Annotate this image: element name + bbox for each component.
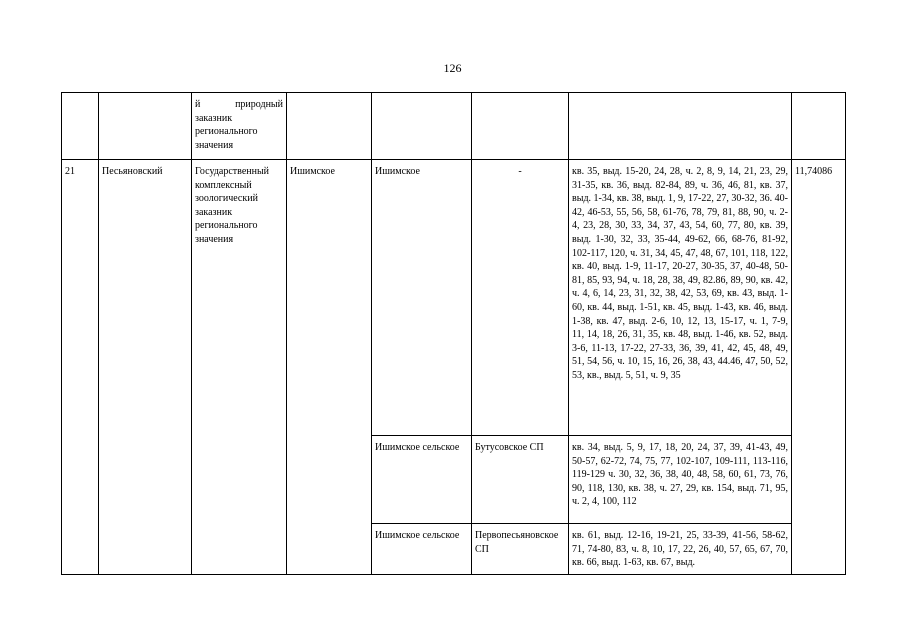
subforestry-cell: Ишимское сельское (372, 524, 472, 575)
district-cell: Песьяновский (99, 160, 192, 575)
quarters-cell: кв. 35, выд. 15-20, 24, 28, ч. 2, 8, 9, 14, 21, 23, 29, 31-35, кв. 36, выд. 82-84, 89, ч. 36, 46, 81, кв. 37, выд. 1-34, кв. 38, выд. 1, 9, 17-22, 27, 30-32, 36. 40-42, 46-53, 55, 56, 58, 61-76, 78, 79, 81, 88, 90, ч. 2-4, 23, 28, 30, 33, 34, 37, 43, 54, 60, 77, 80, кв. 39, выд. 1-30, 32, 33, 35-44, 49-62, 66, 68-76, 81-92, 102-117, 120, ч. 31, 34, 45, 47, 48, 67, 101, 118, 122, кв. 40, выд. 1-9, 11-17, 20-27, 30-35, 37, 40-48, 50-81, 85, 93, 94, ч. 18, 28, 38, 49, 82.86, 89, 90, кв. 42, ч. 4, 6, 14, 23, 31, 32, 38, 42, 53, 69, кв. 43, выд. 1-60, кв. 44, выд. 1-51, кв. 45, выд. 1-43, кв. 46, выд. 1-38, кв. 47, выд. 2-6, 10, 12, 13, 15-17, ч. 1, 7-9, 11, 14, 18, 26, 31, 35, кв. 48, выд. 1-46, кв. 52, выд. 3-6, 11-13, 17-22, 27-33, 36, 39, 41, 42, 45, 48, 49, 51, 54, 56, ч. 10, 15, 16, 26, 38, 43, 44.46, 47, 50, 52, 53, кв., выд. 5, 51, ч. 9, 35 (569, 160, 792, 436)
quarters-cell (569, 93, 792, 160)
reserve-table (61, 92, 846, 575)
table-row (62, 93, 846, 160)
table-row (62, 160, 846, 436)
forestry-cell: Ишимское (287, 160, 372, 575)
num-cell: 21 (62, 160, 99, 575)
plot-cell: Первопесьяновское СП (472, 524, 569, 575)
subforestry-cell: Ишимское (372, 160, 472, 436)
plot-cell (472, 93, 569, 160)
type-cell: Государственный комплексный зоологический заказник регионального значения (192, 160, 287, 575)
district-cell (99, 93, 192, 160)
area-cell: 11,74086 (792, 160, 846, 575)
quarters-cell: кв. 61, выд. 12-16, 19-21, 25, 33-39, 41-56, 58-62, 71, 74-80, 83, ч. 8, 10, 17, 22, 26, 40, 57, 65, 67, 70, кв. 66, выд. 1-63, кв. 67, выд. (569, 524, 792, 575)
page-number: 126 (443, 61, 462, 75)
num-cell (62, 93, 99, 160)
plot-cell: Бутусовское СП (472, 436, 569, 524)
forestry-cell (287, 93, 372, 160)
subforestry-cell: Ишимское сельское (372, 436, 472, 524)
type-cell: й природный заказник регионального значения (192, 93, 287, 160)
subforestry-cell (372, 93, 472, 160)
quarters-cell: кв. 34, выд. 5, 9, 17, 18, 20, 24, 37, 39, 41-43, 49, 50-57, 62-72, 74, 75, 77, 102-107, 109-111, 113-116, 119-129 ч. 30, 32, 36, 38, 40, 48, 58, 60, 61, 73, 76, 90, 118, 130, кв. 38, ч. 27, 29, кв. 154, выд. 71, 95, ч. 2, 4, 100, 112 (569, 436, 792, 524)
plot-cell: - (472, 160, 569, 436)
area-cell (792, 93, 846, 160)
